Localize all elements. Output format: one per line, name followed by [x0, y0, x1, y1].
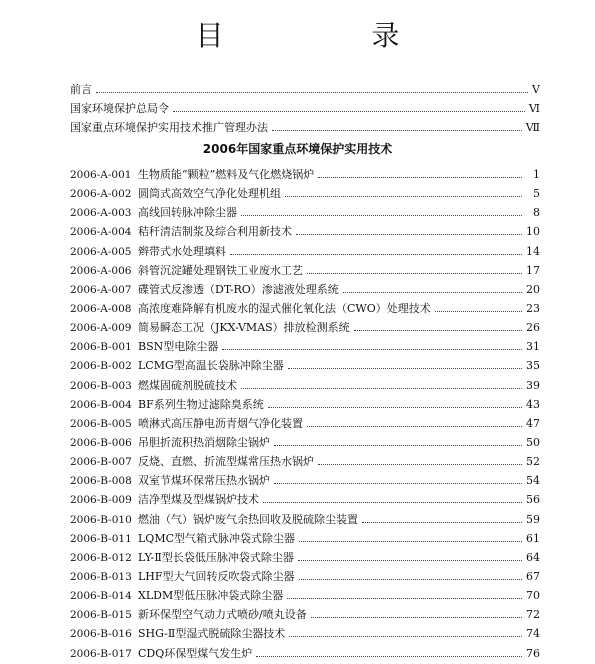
entry-code: 2006-B-006 — [70, 436, 132, 449]
leader-dots — [222, 349, 522, 350]
leader-dots — [241, 215, 522, 216]
entry-title: LHF型大气回转反吹袋式除尘器 — [138, 569, 295, 583]
entry-code: 2006-A-008 — [70, 302, 132, 315]
entry-code: 2006-A-006 — [70, 264, 132, 277]
entry-title: 洁净型煤及型煤锅炉技术 — [138, 493, 259, 507]
page-number: 35 — [526, 359, 540, 373]
page-number: 61 — [526, 531, 540, 545]
front-matter-label: 国家重点环境保护实用技术推广管理办法 — [70, 121, 268, 134]
page-number: 54 — [526, 474, 540, 488]
toc-entry[interactable] — [70, 281, 540, 300]
entry-title: 辫带式水处理填料 — [138, 244, 226, 258]
page-number: Ⅵ — [528, 102, 540, 115]
page-number: 23 — [526, 301, 540, 315]
toc-entry[interactable] — [70, 166, 540, 185]
entry-code: 2006-A-004 — [70, 226, 132, 239]
page-number: 56 — [526, 493, 540, 507]
entry-code: 2006-B-016 — [70, 628, 132, 641]
page-number: 5 — [533, 187, 540, 201]
page-number: 74 — [526, 627, 540, 641]
leader-dots — [298, 560, 522, 561]
entry-title: 双室节煤环保常压热水锅炉 — [138, 474, 270, 488]
toc-entry[interactable] — [70, 338, 540, 357]
front-matter-list — [70, 81, 540, 138]
page-number: 17 — [526, 263, 540, 277]
entry-title: 生物质能“颗粒”燃料及气化燃烧锅炉 — [138, 168, 315, 181]
toc-entry[interactable] — [70, 568, 540, 587]
leader-dots — [173, 111, 525, 112]
entry-code: 2006-A-009 — [70, 322, 132, 335]
page-number: 59 — [526, 512, 540, 526]
entry-code: 2006-B-005 — [70, 417, 132, 430]
entry-title: BF系列生物过滤除臭系统 — [138, 397, 264, 411]
leader-dots — [272, 130, 522, 131]
toc-entry[interactable] — [70, 223, 540, 242]
toc-entry[interactable] — [70, 645, 540, 664]
leader-dots — [343, 292, 522, 293]
toc-entry[interactable] — [70, 434, 540, 453]
toc-entry[interactable] — [70, 243, 540, 262]
leader-dots — [299, 541, 522, 542]
toc-list — [70, 166, 540, 664]
entry-code: 2006-A-007 — [70, 283, 132, 296]
entry-title: LQMC型气箱式脉冲袋式除尘器 — [138, 531, 296, 545]
page-number: 70 — [526, 589, 540, 603]
front-matter-item[interactable] — [70, 119, 540, 138]
leader-dots — [318, 464, 522, 465]
entry-code: 2006-B-001 — [70, 341, 132, 354]
toc-entry[interactable] — [70, 357, 540, 376]
page-number: 50 — [526, 435, 540, 449]
entry-title: SHG-Ⅱ型湿式脱硫除尘器技术 — [138, 627, 286, 641]
toc-entry[interactable] — [70, 185, 540, 204]
entry-title: 新环保型空气动力式喷砂/喷丸设备 — [138, 608, 307, 622]
toc-entry[interactable] — [70, 587, 540, 606]
entry-title: 高线回转脉冲除尘器 — [138, 206, 237, 220]
leader-dots — [307, 426, 522, 427]
toc-entry[interactable] — [70, 625, 540, 644]
toc-entry[interactable] — [70, 319, 540, 338]
page-number: 64 — [526, 550, 540, 564]
leader-dots — [96, 92, 528, 93]
entry-title: 斜管沉淀罐处理钢铁工业废水工艺 — [138, 263, 303, 277]
page-number: 43 — [526, 397, 540, 411]
entry-title: 高浓度难降解有机废水的湿式催化氧化法（CWO）处理技术 — [138, 301, 431, 315]
leader-dots — [288, 368, 522, 369]
page-number: 72 — [526, 608, 540, 622]
toc-entry[interactable] — [70, 377, 540, 396]
entry-title: 碟管式反渗透（DT-RO）渗滤液处理系统 — [138, 282, 339, 296]
leader-dots — [435, 311, 522, 312]
toc-entry[interactable] — [70, 606, 540, 625]
entry-code: 2006-B-015 — [70, 609, 132, 622]
page-number: 8 — [533, 206, 540, 220]
page-number: Ⅶ — [525, 121, 540, 134]
leader-dots — [354, 330, 522, 331]
toc-entry[interactable] — [70, 530, 540, 549]
entry-code: 2006-B-010 — [70, 513, 132, 526]
leader-dots — [241, 388, 522, 389]
entry-code: 2006-B-002 — [70, 360, 132, 373]
page-number: 52 — [526, 455, 540, 469]
entry-code: 2006-A-005 — [70, 245, 132, 258]
toc-entry[interactable] — [70, 300, 540, 319]
entry-title: XLDM型低压脉冲袋式除尘器 — [138, 589, 284, 603]
page-number: Ⅴ — [532, 83, 540, 96]
front-matter-label: 前言 — [70, 83, 92, 96]
entry-code: 2006-B-017 — [70, 647, 132, 660]
toc-entry[interactable] — [70, 415, 540, 434]
leader-dots — [263, 502, 522, 503]
entry-code: 2006-B-012 — [70, 551, 132, 564]
toc-entry[interactable] — [70, 472, 540, 491]
page-number: 1 — [533, 168, 540, 181]
toc-entry[interactable] — [70, 453, 540, 472]
leader-dots — [285, 196, 522, 197]
leader-dots — [307, 273, 522, 274]
entry-title: CDQ环保型煤气发生炉 — [138, 646, 253, 660]
toc-entry[interactable] — [70, 204, 540, 223]
toc-entry[interactable] — [70, 511, 540, 530]
toc-entry[interactable] — [70, 491, 540, 510]
entry-title: 简易瞬态工况（JKX-VMAS）排放检测系统 — [138, 321, 350, 335]
front-matter-label: 国家环境保护总局令 — [70, 102, 169, 115]
entry-title: BSN型电除尘器 — [138, 340, 219, 354]
page-title: 目 录 — [195, 19, 460, 52]
front-matter-item[interactable] — [70, 100, 540, 119]
entry-code: 2006-A-001 — [70, 169, 132, 181]
leader-dots — [287, 598, 522, 599]
leader-dots — [230, 254, 522, 255]
entry-title: 吊胆折流积热消烟除尘锅炉 — [138, 435, 270, 449]
page-number: 47 — [526, 416, 540, 430]
entry-code: 2006-A-003 — [70, 207, 132, 220]
entry-title: LCMG型高温长袋脉冲除尘器 — [138, 359, 284, 373]
entry-title: 燃煤固硫剂脱硫技术 — [138, 378, 237, 392]
toc-entry[interactable] — [70, 262, 540, 281]
entry-code: 2006-B-014 — [70, 590, 132, 603]
leader-dots — [362, 522, 522, 523]
leader-dots — [299, 579, 522, 580]
leader-dots — [268, 407, 522, 408]
leader-dots — [311, 617, 522, 618]
toc-entry[interactable] — [70, 549, 540, 568]
leader-dots — [274, 445, 522, 446]
page-number: 14 — [526, 244, 540, 258]
entry-code: 2006-B-011 — [70, 532, 132, 545]
entry-code: 2006-B-013 — [70, 570, 132, 583]
front-matter-item[interactable] — [70, 81, 540, 100]
entry-code: 2006-B-009 — [70, 494, 132, 507]
entry-title: LY-Ⅱ型长袋低压脉冲袋式除尘器 — [138, 550, 294, 564]
entry-code: 2006-A-002 — [70, 188, 132, 201]
page-number: 39 — [526, 378, 540, 392]
entry-code: 2006-B-004 — [70, 398, 132, 411]
entry-title: 反烧、直燃、折流型煤常压热水锅炉 — [138, 455, 314, 469]
toc-entry[interactable] — [70, 396, 540, 415]
leader-dots — [296, 234, 522, 235]
entry-code: 2006-B-003 — [70, 379, 132, 392]
entry-code: 2006-B-007 — [70, 456, 132, 469]
leader-dots — [256, 656, 522, 657]
page-number: 20 — [526, 282, 540, 296]
page-number: 26 — [526, 321, 540, 335]
entry-title: 圆筒式高效空气净化处理机组 — [138, 187, 281, 201]
entry-title: 秸秆清洁制浆及综合利用新技术 — [138, 225, 292, 239]
leader-dots — [318, 177, 522, 178]
page-number: 10 — [526, 225, 540, 239]
page-number: 67 — [526, 569, 540, 583]
page-number: 76 — [526, 646, 540, 660]
entry-title: 燃油（气）锅炉废气余热回收及脱硫除尘装置 — [138, 512, 358, 526]
page-number: 31 — [526, 340, 540, 354]
entry-title: 喷淋式高压静电沥青烟气净化装置 — [138, 416, 303, 430]
entry-code: 2006-B-008 — [70, 475, 132, 488]
leader-dots — [274, 483, 522, 484]
leader-dots — [289, 636, 522, 637]
section-title: 2006年国家重点环境保护实用技术 — [202, 142, 393, 156]
